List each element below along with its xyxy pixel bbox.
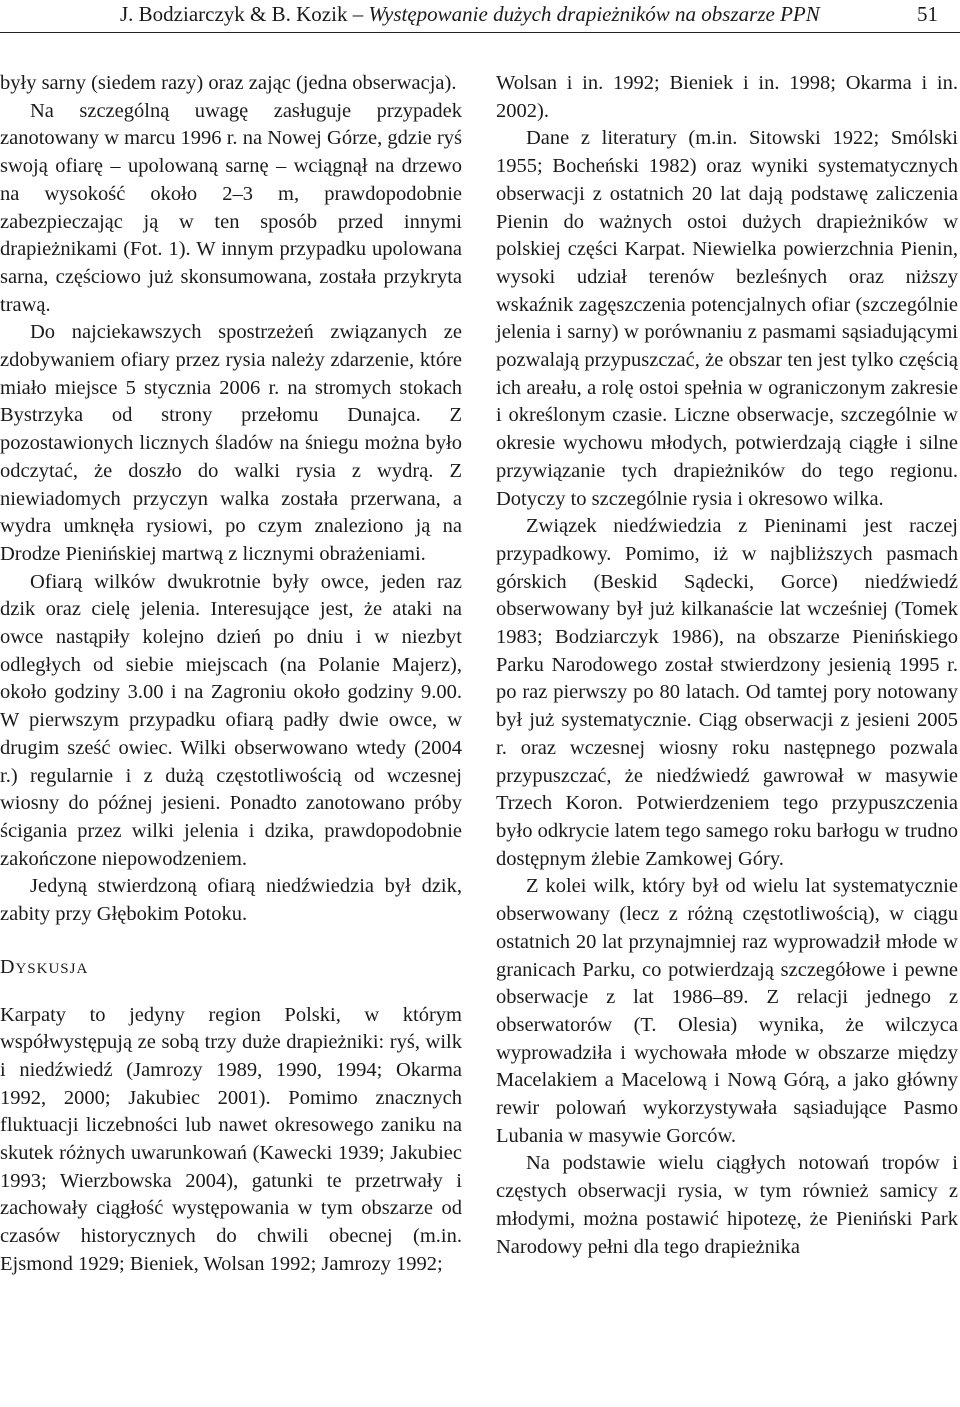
left-column [0, 70, 462, 1279]
paragraph: Wolsan i in. 1992; Bieniek i in. 1998; Okarma i in. 2002). [496, 72, 958, 122]
section-heading [0, 954, 462, 984]
paragraph: Ofiarą wilków dwukrotnie były owce, jeden raz dzik oraz cielę jelenia. Interesujące jest, że ataki na owce nastąpiły kolejno dzień po dniu i w niezbyt odległych od siebie miejscach (na Polanie Majerz), około godziny 3.00 i na Zagroniu około godziny 9.00. W pierwszym przypadku ofiarą padły dwie owce, w drugim sześć owiec. Wilki obserwowano wtedy (2004 r.) regularnie i z dużą częstotliwością od wczesnej wiosny do późnej jesieni. Ponadto zanotowano próby ścigania przez wilki jelenia i dzika, prawdopodobnie zakończone niepowodzeniem. [0, 570, 462, 870]
header-title: Występowanie dużych drapieżników na obszarze PPN [368, 2, 820, 26]
paragraph: Jedyną stwierdzoną ofiarą niedźwiedzia był dzik, zabity przy Głębokim Potoku. [0, 875, 462, 926]
header-separator: – [347, 2, 369, 26]
paragraph: Do najciekawszych spostrzeżeń związanych ze zdobywaniem ofiary przez rysia należy zdarzenie, które miało miejsce 5 stycznia 2006 r. na stromych stokach Bystrzyka od strony przełomu Dunajca. Z pozostawionych licznych śladów na śniegu można było odczytać, że doszło do walki rysia z wydrą. Z niewiadomych przyczyn walka została przerwana, a wydra umknęła rysiowi, po czym znaleziono ją na Drodze Pienińskiej martwą z licznymi obrażeniami. [0, 321, 462, 565]
heading-initial: D [0, 955, 16, 978]
paragraph: Z kolei wilk, który był od wielu lat systematycznie obserwowany (lecz z różną częstotliwością), w ciągu ostatnich 20 lat przynajmniej raz wyprowadził młode w granicach Parku, co potwierdzają szczegółowe i pewne obserwacje z lat 1986–89. Z relacji jednego z obserwatorów (T. Olesia) wynika, że wilczyca wyprowadziła i wychowała młode w obszarze między Macelakiem a Macelową i Nową Górą, a jako główny rewir polowań wykorzystywała sąsiadujące Pasmo Lubania w masywie Gorców. [496, 875, 958, 1147]
header-authors: J. Bodziarczyk & B. Kozik [120, 2, 348, 26]
running-title [120, 0, 820, 28]
running-header [0, 0, 960, 28]
paragraph: Dane z literatury (m.in. Sitowski 1922; Smólski 1955; Bocheński 1982) oraz wyniki systematycznych obserwacji z ostatnich 20 lat dają podstawę zaliczenia Pienin do ważnych ostoi dużych drapieżników w polskiej części Karpat. Niewielka powierzchnia Pienin, wysoki udział terenów bezleśnych oraz niższy wskaźnik zagęszczenia potencjalnych ofiar (szczególnie jelenia i sarny) w porównaniu z pasmami sąsiadującymi pozwalają przypuszczać, że obszar ten jest tylko częścią ich areału, a rolę ostoi spełnia w ograniczonym zakresie i określonym czasie. Liczne obserwacje, szczególnie w okresie wychowu młodych, potwierdzają ciągłe i silne przywiązanie tych drapieżników do tego regionu. Dotyczy to szczególnie rysia i okresowo wilka. [496, 127, 958, 510]
paragraph: Karpaty to jedyny region Polski, w którym współwystępują ze sobą trzy duże drapieżniki: ryś, wilk i niedźwiedź (Jamrozy 1989, 1990, 1994; Okarma 1992, 2000; Jakubiec 2001). Pomimo znacznych fluktuacji liczebności lub nawet okresowego zaniku na skutek różnych uwarunkowań (Kawecki 1939; Jakubiec 1993; Wierzbowska 2004), gatunki te przetrwały i zachowały ciągłość występowania w tym obszarze od czasów historycznych do chwili obecnej (m.in. Ejsmond 1929; Bieniek, Wolsan 1992; Jamrozy 1992; [0, 1003, 462, 1275]
heading-rest: YSKUSJA [15, 960, 89, 977]
right-column [496, 70, 958, 1261]
header-rule [0, 32, 960, 33]
page-number: 51 [917, 2, 938, 26]
paragraph: były sarny (siedem razy) oraz zając (jedna obserwacja). [0, 72, 457, 94]
paragraph: Na podstawie wielu ciągłych notowań tropów i częstych obserwacji rysia, w tym również samicy z młodymi, można postawić hipotezę, że Pieniński Park Narodowy pełni dla tego drapieżnika [496, 1152, 958, 1258]
paragraph: Na szczególną uwagę zasługuje przypadek zanotowany w marcu 1996 r. na Nowej Górze, gdzie ryś swoją ofiarę – upolowaną sarnę – wciągnął na drzewo na wysokość około 2–3 m, prawdopodobnie zabezpieczając ją w ten sposób przed innymi drapieżnikami (Fot. 1). W innym przypadku upolowana sarna, częściowo już skonsumowana, została przykryta trawą. [0, 99, 462, 316]
paragraph: Związek niedźwiedzia z Pieninami jest raczej przypadkowy. Pomimo, iż w najbliższych pasmach górskich (Beskid Sądecki, Gorce) niedźwiedź obserwowany był już kilkanaście lat wcześniej (Tomek 1983; Bodziarczyk 1986), na obszarze Pienińskiego Parku Narodowego został stwierdzony jesienią 1995 r. po raz pierwszy po 80 latach. Od tamtej pory notowany był już systematycznie. Ciąg obserwacji z jesieni 2005 r. oraz wczesnej wiosny roku następnego pozwala przypuszczać, że niedźwiedź gawrował w masywie Trzech Koron. Potwierdzeniem tego przypuszczenia było odkrycie latem tego samego roku barłogu w trudno dostępnym żlebie Zamkowej Góry. [496, 515, 958, 870]
